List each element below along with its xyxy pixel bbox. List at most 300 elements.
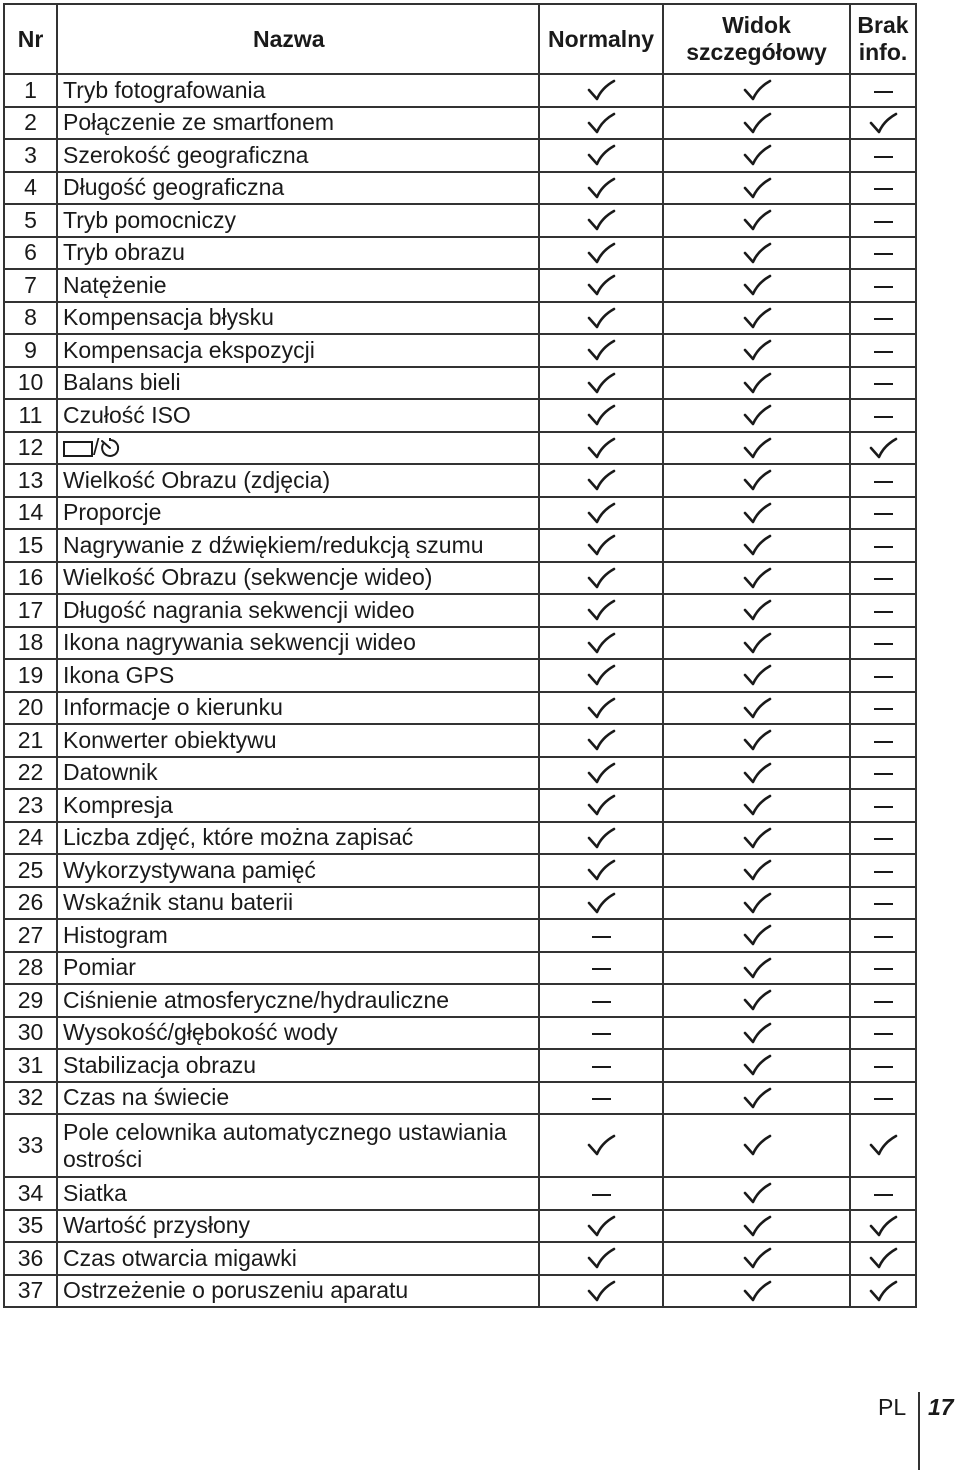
- mark-szczegolowy: [663, 1275, 850, 1308]
- check-icon: [742, 923, 772, 949]
- mark-normalny: [539, 464, 663, 497]
- single-frame-icon: [63, 441, 93, 457]
- footer-divider: [918, 1392, 920, 1470]
- mark-brak: [850, 139, 916, 172]
- row-name: Kompensacja ekspozycji: [57, 334, 539, 367]
- check-icon: [586, 208, 616, 234]
- header-nr: Nr: [4, 4, 57, 74]
- mark-normalny: [539, 302, 663, 335]
- table-row: [4, 1017, 916, 1050]
- check-icon: [586, 338, 616, 364]
- row-number: 15: [4, 529, 57, 562]
- row-name: Czas otwarcia migawki: [57, 1242, 539, 1275]
- row-number: 25: [4, 854, 57, 887]
- check-icon: [742, 403, 772, 429]
- dash-icon: [592, 936, 611, 938]
- check-icon: [586, 403, 616, 429]
- mark-szczegolowy: [663, 497, 850, 530]
- check-icon: [868, 1214, 898, 1240]
- check-icon: [586, 176, 616, 202]
- mark-normalny: [539, 562, 663, 595]
- row-number: 7: [4, 269, 57, 302]
- check-icon: [742, 111, 772, 137]
- header-widok-line2: szczegółowy: [686, 39, 827, 65]
- mark-szczegolowy: [663, 919, 850, 952]
- table-row: [4, 1082, 916, 1115]
- row-name: Informacje o kierunku: [57, 692, 539, 725]
- mark-normalny: [539, 367, 663, 400]
- mark-brak: [850, 1017, 916, 1050]
- mark-szczegolowy: [663, 1177, 850, 1210]
- check-icon: [586, 761, 616, 787]
- check-icon: [742, 793, 772, 819]
- dash-icon: [874, 1001, 893, 1003]
- table-row: [4, 952, 916, 985]
- row-name: Kompensacja błysku: [57, 302, 539, 335]
- row-name: Pomiar: [57, 952, 539, 985]
- dash-icon: [874, 741, 893, 743]
- check-icon: [586, 728, 616, 754]
- mark-szczegolowy: [663, 594, 850, 627]
- check-icon: [742, 598, 772, 624]
- mark-normalny: [539, 887, 663, 920]
- dash-icon: [592, 968, 611, 970]
- mark-brak: [850, 692, 916, 725]
- mark-brak: [850, 302, 916, 335]
- mark-brak: [850, 822, 916, 855]
- row-number: 33: [4, 1114, 57, 1177]
- row-number: 19: [4, 659, 57, 692]
- dash-icon: [874, 188, 893, 190]
- mark-szczegolowy: [663, 1017, 850, 1050]
- dash-icon: [874, 286, 893, 288]
- dash-icon: [874, 643, 893, 645]
- table-row: [4, 204, 916, 237]
- row-name: Liczba zdjęć, które można zapisać: [57, 822, 539, 855]
- language-code: PL: [878, 1394, 907, 1420]
- table-row: [4, 822, 916, 855]
- header-widok-szczegolowy: [663, 4, 850, 74]
- mark-szczegolowy: [663, 724, 850, 757]
- check-icon: [586, 1279, 616, 1305]
- row-number: 32: [4, 1082, 57, 1115]
- mark-szczegolowy: [663, 367, 850, 400]
- table-row: [4, 594, 916, 627]
- mark-brak: [850, 1275, 916, 1308]
- header-nazwa: Nazwa: [57, 4, 539, 74]
- check-icon: [742, 826, 772, 852]
- table-row: [4, 1177, 916, 1210]
- mark-normalny: [539, 204, 663, 237]
- row-number: 13: [4, 464, 57, 497]
- row-name: Tryb pomocniczy: [57, 204, 539, 237]
- check-icon: [586, 501, 616, 527]
- table-row: [4, 562, 916, 595]
- header-widok-line1: Widok: [722, 12, 791, 38]
- check-icon: [742, 1021, 772, 1047]
- mark-brak: [850, 789, 916, 822]
- check-icon: [586, 598, 616, 624]
- table-row: [4, 1049, 916, 1082]
- check-icon: [586, 826, 616, 852]
- check-icon: [586, 858, 616, 884]
- dash-icon: [874, 773, 893, 775]
- mark-normalny: [539, 952, 663, 985]
- dash-icon: [874, 806, 893, 808]
- check-icon: [586, 143, 616, 169]
- table-row: [4, 269, 916, 302]
- row-name: Wielkość Obrazu (zdjęcia): [57, 464, 539, 497]
- table-row: [4, 529, 916, 562]
- mark-normalny: [539, 724, 663, 757]
- table-body: [4, 74, 916, 1307]
- check-icon: [742, 956, 772, 982]
- table-row: [4, 757, 916, 790]
- check-icon: [586, 436, 616, 462]
- row-number: 11: [4, 399, 57, 432]
- mark-szczegolowy: [663, 269, 850, 302]
- mark-szczegolowy: [663, 1114, 850, 1177]
- table-row: [4, 399, 916, 432]
- table-row: [4, 237, 916, 270]
- mark-normalny: [539, 919, 663, 952]
- check-icon: [742, 1279, 772, 1305]
- dash-icon: [874, 708, 893, 710]
- header-brak-line2: info.: [858, 39, 908, 65]
- row-number: 30: [4, 1017, 57, 1050]
- mark-brak: [850, 497, 916, 530]
- mark-normalny: [539, 854, 663, 887]
- row-name: Siatka: [57, 1177, 539, 1210]
- row-number: 10: [4, 367, 57, 400]
- table-row: [4, 1210, 916, 1243]
- mark-brak: [850, 74, 916, 107]
- check-icon: [586, 111, 616, 137]
- row-number: 3: [4, 139, 57, 172]
- table-row: [4, 1242, 916, 1275]
- check-icon: [586, 631, 616, 657]
- mark-szczegolowy: [663, 399, 850, 432]
- check-icon: [586, 891, 616, 917]
- row-name: Wskaźnik stanu baterii: [57, 887, 539, 920]
- mark-normalny: [539, 1210, 663, 1243]
- row-name: Ostrzeżenie o poruszeniu aparatu: [57, 1275, 539, 1308]
- mark-brak: [850, 1082, 916, 1115]
- mark-brak: [850, 919, 916, 952]
- check-icon: [742, 371, 772, 397]
- dash-icon: [874, 1194, 893, 1196]
- dash-icon: [874, 383, 893, 385]
- mark-brak: [850, 1114, 916, 1177]
- mark-brak: [850, 432, 916, 465]
- check-icon: [742, 761, 772, 787]
- row-name: Ikona nagrywania sekwencji wideo: [57, 627, 539, 660]
- check-icon: [868, 111, 898, 137]
- row-name: Ciśnienie atmosferyczne/hydrauliczne: [57, 984, 539, 1017]
- check-icon: [742, 273, 772, 299]
- self-timer-icon: [99, 437, 121, 459]
- dash-icon: [874, 351, 893, 353]
- mark-brak: [850, 627, 916, 660]
- mark-brak: [850, 1242, 916, 1275]
- mark-szczegolowy: [663, 302, 850, 335]
- row-number: 2: [4, 107, 57, 140]
- check-icon: [742, 241, 772, 267]
- check-icon: [868, 1279, 898, 1305]
- mark-szczegolowy: [663, 237, 850, 270]
- check-icon: [586, 663, 616, 689]
- row-number: 14: [4, 497, 57, 530]
- table-row: [4, 789, 916, 822]
- check-icon: [586, 696, 616, 722]
- mark-normalny: [539, 1017, 663, 1050]
- check-icon: [742, 1214, 772, 1240]
- mark-szczegolowy: [663, 432, 850, 465]
- mark-szczegolowy: [663, 659, 850, 692]
- row-name: Ikona GPS: [57, 659, 539, 692]
- mark-normalny: [539, 529, 663, 562]
- mark-normalny: [539, 107, 663, 140]
- mark-brak: [850, 952, 916, 985]
- row-number: 18: [4, 627, 57, 660]
- row-number: 17: [4, 594, 57, 627]
- mark-normalny: [539, 269, 663, 302]
- row-number: 16: [4, 562, 57, 595]
- table-row: [4, 139, 916, 172]
- dash-icon: [874, 318, 893, 320]
- mark-brak: [850, 659, 916, 692]
- check-icon: [586, 468, 616, 494]
- check-icon: [742, 533, 772, 559]
- mark-normalny: [539, 692, 663, 725]
- table-row: [4, 984, 916, 1017]
- check-icon: [586, 78, 616, 104]
- table-row: [4, 432, 916, 465]
- check-icon: [586, 1214, 616, 1240]
- mark-normalny: [539, 1082, 663, 1115]
- mark-szczegolowy: [663, 854, 850, 887]
- row-number: 22: [4, 757, 57, 790]
- row-name: Balans bieli: [57, 367, 539, 400]
- row-name: Tryb obrazu: [57, 237, 539, 270]
- check-icon: [742, 143, 772, 169]
- mark-brak: [850, 1177, 916, 1210]
- mark-szczegolowy: [663, 692, 850, 725]
- table-row: [4, 854, 916, 887]
- table-row: [4, 627, 916, 660]
- mark-szczegolowy: [663, 464, 850, 497]
- check-icon: [868, 1246, 898, 1272]
- row-name: Długość nagrania sekwencji wideo: [57, 594, 539, 627]
- mark-normalny: [539, 822, 663, 855]
- row-name: Czułość ISO: [57, 399, 539, 432]
- row-name: Czas na świecie: [57, 1082, 539, 1115]
- check-icon: [742, 468, 772, 494]
- check-icon: [742, 891, 772, 917]
- check-icon: [742, 1181, 772, 1207]
- row-number: 28: [4, 952, 57, 985]
- check-icon: [742, 176, 772, 202]
- check-icon: [742, 338, 772, 364]
- check-icon: [742, 696, 772, 722]
- row-number: 24: [4, 822, 57, 855]
- mark-szczegolowy: [663, 74, 850, 107]
- row-number: 35: [4, 1210, 57, 1243]
- table-row: [4, 334, 916, 367]
- mark-brak: [850, 107, 916, 140]
- check-icon: [586, 1246, 616, 1272]
- mark-normalny: [539, 627, 663, 660]
- row-name: Wykorzystywana pamięć: [57, 854, 539, 887]
- row-number: 26: [4, 887, 57, 920]
- check-icon: [586, 371, 616, 397]
- mark-brak: [850, 529, 916, 562]
- check-icon: [868, 436, 898, 462]
- row-number: 1: [4, 74, 57, 107]
- dash-icon: [874, 1033, 893, 1035]
- dash-icon: [592, 1066, 611, 1068]
- check-icon: [742, 988, 772, 1014]
- check-icon: [742, 1246, 772, 1272]
- mark-normalny: [539, 1114, 663, 1177]
- check-icon: [586, 793, 616, 819]
- table-row: [4, 74, 916, 107]
- row-name: Pole celownika automatycznego ustawiania ostrości: [57, 1114, 539, 1177]
- mark-normalny: [539, 659, 663, 692]
- mark-normalny: [539, 139, 663, 172]
- row-name: [57, 432, 539, 465]
- table-row: [4, 172, 916, 205]
- row-name: Długość geograficzna: [57, 172, 539, 205]
- mark-brak: [850, 367, 916, 400]
- mark-brak: [850, 757, 916, 790]
- mark-normalny: [539, 497, 663, 530]
- row-number: 23: [4, 789, 57, 822]
- mark-brak: [850, 562, 916, 595]
- dash-icon: [874, 481, 893, 483]
- check-icon: [742, 1133, 772, 1159]
- mark-normalny: [539, 984, 663, 1017]
- row-number: 6: [4, 237, 57, 270]
- row-number: 8: [4, 302, 57, 335]
- mark-normalny: [539, 334, 663, 367]
- display-info-table: [3, 3, 917, 1308]
- dash-icon: [874, 513, 893, 515]
- check-icon: [586, 273, 616, 299]
- mark-brak: [850, 399, 916, 432]
- dash-icon: [874, 221, 893, 223]
- row-number: 34: [4, 1177, 57, 1210]
- header-normalny: Normalny: [539, 4, 663, 74]
- table-row: [4, 659, 916, 692]
- mark-szczegolowy: [663, 562, 850, 595]
- check-icon: [742, 631, 772, 657]
- mark-normalny: [539, 789, 663, 822]
- mark-szczegolowy: [663, 204, 850, 237]
- check-icon: [586, 1133, 616, 1159]
- dash-icon: [874, 253, 893, 255]
- mark-szczegolowy: [663, 1082, 850, 1115]
- mark-szczegolowy: [663, 952, 850, 985]
- check-icon: [742, 208, 772, 234]
- row-name: Histogram: [57, 919, 539, 952]
- mark-brak: [850, 172, 916, 205]
- table-header-row: [4, 4, 916, 74]
- check-icon: [742, 1053, 772, 1079]
- dash-icon: [874, 156, 893, 158]
- table-row: [4, 1114, 916, 1177]
- row-name-separator: /: [93, 434, 100, 461]
- dash-icon: [874, 676, 893, 678]
- mark-szczegolowy: [663, 822, 850, 855]
- row-name: Nagrywanie z dźwiękiem/redukcją szumu: [57, 529, 539, 562]
- row-number: 9: [4, 334, 57, 367]
- check-icon: [586, 241, 616, 267]
- page-number: 17: [928, 1394, 954, 1420]
- mark-brak: [850, 464, 916, 497]
- dash-icon: [874, 1066, 893, 1068]
- dash-icon: [874, 968, 893, 970]
- row-name: Kompresja: [57, 789, 539, 822]
- mark-szczegolowy: [663, 627, 850, 660]
- check-icon: [586, 306, 616, 332]
- table-row: [4, 724, 916, 757]
- dash-icon: [874, 91, 893, 93]
- row-name: Konwerter obiektywu: [57, 724, 539, 757]
- dash-icon: [874, 871, 893, 873]
- row-name: Wielkość Obrazu (sekwencje wideo): [57, 562, 539, 595]
- mark-szczegolowy: [663, 172, 850, 205]
- table-row: [4, 464, 916, 497]
- check-icon: [742, 663, 772, 689]
- table-row: [4, 302, 916, 335]
- table-row: [4, 692, 916, 725]
- mark-brak: [850, 854, 916, 887]
- table-row: [4, 107, 916, 140]
- check-icon: [742, 1086, 772, 1112]
- row-name: Wartość przysłony: [57, 1210, 539, 1243]
- mark-szczegolowy: [663, 984, 850, 1017]
- table-row: [4, 887, 916, 920]
- dash-icon: [874, 903, 893, 905]
- check-icon: [586, 566, 616, 592]
- mark-brak: [850, 204, 916, 237]
- check-icon: [868, 1133, 898, 1159]
- table-row: [4, 367, 916, 400]
- mark-szczegolowy: [663, 139, 850, 172]
- mark-normalny: [539, 74, 663, 107]
- dash-icon: [874, 838, 893, 840]
- mark-normalny: [539, 1275, 663, 1308]
- mark-normalny: [539, 1177, 663, 1210]
- row-number: 20: [4, 692, 57, 725]
- mark-szczegolowy: [663, 107, 850, 140]
- dash-icon: [874, 936, 893, 938]
- dash-icon: [592, 1001, 611, 1003]
- mark-normalny: [539, 1049, 663, 1082]
- row-number: 31: [4, 1049, 57, 1082]
- mark-normalny: [539, 237, 663, 270]
- header-brak-info: [850, 4, 916, 74]
- row-name: Połączenie ze smartfonem: [57, 107, 539, 140]
- table-row: [4, 919, 916, 952]
- row-number: 36: [4, 1242, 57, 1275]
- mark-brak: [850, 334, 916, 367]
- check-icon: [742, 728, 772, 754]
- mark-normalny: [539, 594, 663, 627]
- check-icon: [742, 78, 772, 104]
- mark-brak: [850, 1049, 916, 1082]
